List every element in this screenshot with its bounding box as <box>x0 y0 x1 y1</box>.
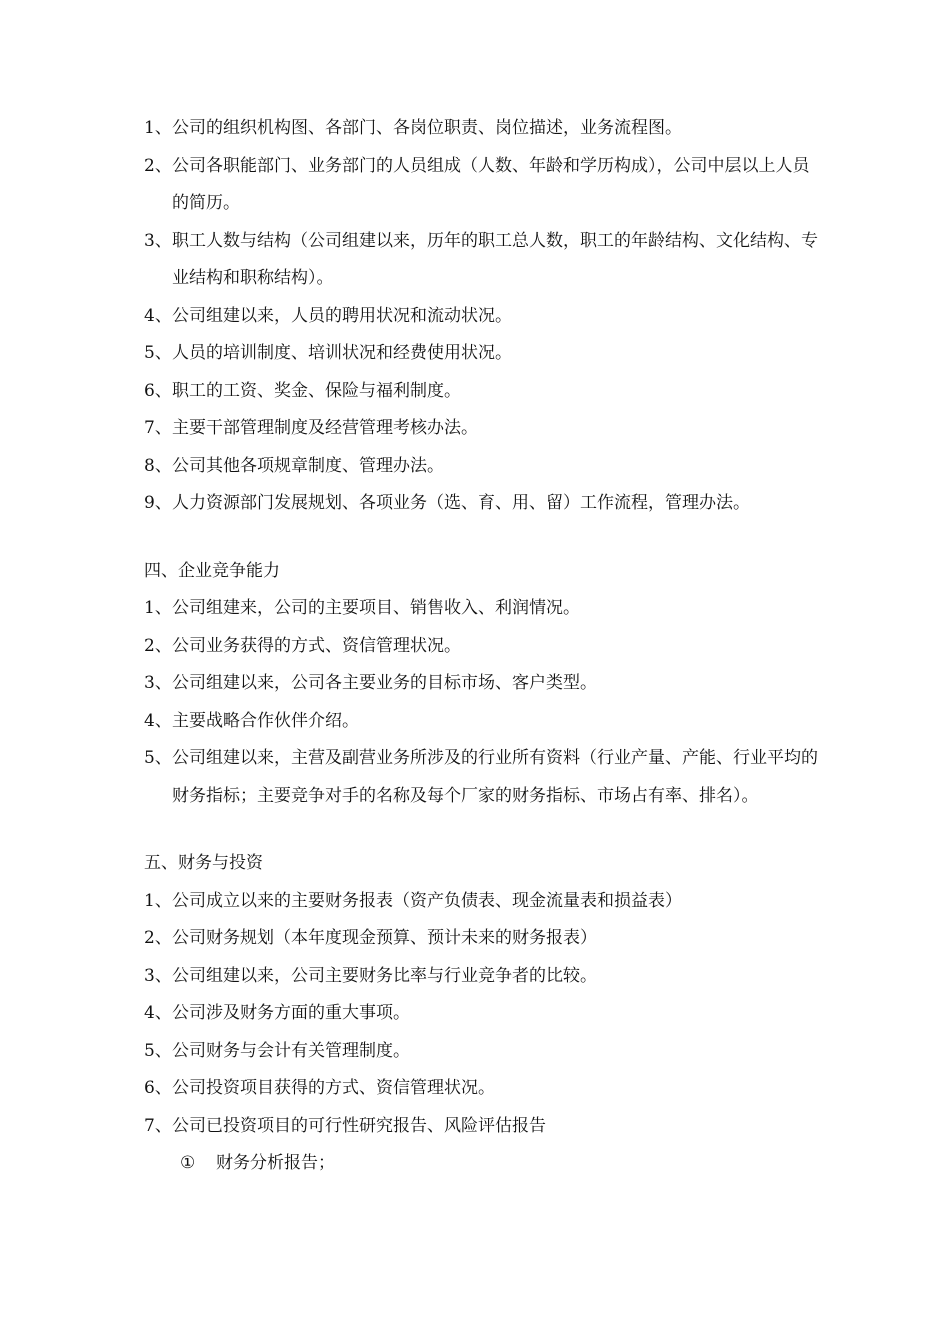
item-text: 公司组建以来，人员的聘用状况和流动状况。 <box>172 305 512 326</box>
item-number: 7、 <box>144 1115 172 1136</box>
item-text: 主要干部管理制度及经营管理考核办法。 <box>172 418 478 438</box>
section-3-list <box>144 110 824 523</box>
item-text: 人员的培训制度、培训状况和经费使用状况。 <box>172 343 512 363</box>
list-item <box>144 740 824 815</box>
list-item <box>144 883 824 921</box>
list-item <box>144 410 824 448</box>
section-4-heading: 四、企业竞争能力 <box>144 560 280 581</box>
list-item <box>144 590 824 628</box>
item-number: 8、 <box>144 455 172 476</box>
item-text: 公司组建以来，公司主要财务比率与行业竞争者的比较。 <box>172 965 597 986</box>
item-number: 3、 <box>144 965 172 986</box>
item-text: 公司已投资项目的可行性研究报告、风险评估报告 <box>172 1115 546 1136</box>
list-item <box>144 628 824 666</box>
list-item <box>144 373 824 411</box>
item-number: 2、 <box>144 635 172 656</box>
item-text: 公司组建以来，公司各主要业务的目标市场、客户类型。 <box>172 673 597 693</box>
item-text: 公司业务获得的方式、资信管理状况。 <box>172 635 461 656</box>
list-item <box>144 958 824 996</box>
item-text: 人力资源部门发展规划、各项业务（选、育、用、留）工作流程，管理办法。 <box>172 493 750 513</box>
item-text: 公司财务规划（本年度现金预算、预计未来的财务报表） <box>172 928 597 948</box>
section-5-list <box>144 883 824 1183</box>
item-text: 主要战略合作伙伴介绍。 <box>172 710 359 731</box>
list-item <box>144 335 824 373</box>
item-number: 9、 <box>144 493 172 513</box>
item-text: 公司组建以来，主营及副营业务所涉及的行业所有资料（行业产量、产能、行业平均的财务指标；主要竞争对手的名称及每个厂家的财务指标、市场占有率、排名）。 <box>172 748 818 806</box>
document-body <box>144 110 824 1183</box>
circled-number: ① <box>180 1153 196 1173</box>
item-text: 公司投资项目获得的方式、资信管理状况。 <box>172 1078 495 1098</box>
item-number: 6、 <box>144 1078 172 1098</box>
item-number: 5、 <box>144 343 172 363</box>
list-item <box>144 485 824 523</box>
item-text: 职工的工资、奖金、保险与福利制度。 <box>172 380 461 401</box>
item-number: 3、 <box>144 230 172 251</box>
item-text: 公司财务与会计有关管理制度。 <box>172 1040 410 1061</box>
item-number: 6、 <box>144 380 172 401</box>
list-item <box>144 448 824 486</box>
list-item <box>144 110 824 148</box>
item-number: 1、 <box>144 598 172 618</box>
list-item <box>144 148 824 223</box>
item-number: 5、 <box>144 748 172 768</box>
item-number: 1、 <box>144 118 172 138</box>
list-item <box>144 665 824 703</box>
list-item <box>144 703 824 741</box>
list-item <box>144 223 824 298</box>
item-text: 职工人数与结构（公司组建以来，历年的职工总人数，职工的年龄结构、文化结构、专业结构和职称结构）。 <box>172 230 818 288</box>
item-number: 7、 <box>144 418 172 438</box>
list-item <box>144 920 824 958</box>
item-number: 1、 <box>144 890 172 911</box>
item-text: 公司的组织机构图、各部门、各岗位职责、岗位描述，业务流程图。 <box>172 118 682 138</box>
section-5-heading: 五、财务与投资 <box>144 853 263 873</box>
list-item <box>144 1070 824 1108</box>
item-number: 2、 <box>144 928 172 948</box>
item-number: 4、 <box>144 710 172 731</box>
item-number: 3、 <box>144 673 172 693</box>
item-text: 公司各职能部门、业务部门的人员组成（人数、年龄和学历构成），公司中层以上人员的简历。 <box>172 155 810 213</box>
section-4-list <box>144 590 824 815</box>
list-item <box>144 298 824 336</box>
sub-list-item <box>144 1145 824 1183</box>
item-number: 4、 <box>144 1003 172 1023</box>
item-text: 公司组建来，公司的主要项目、销售收入、利润情况。 <box>172 598 580 618</box>
item-number: 5、 <box>144 1040 172 1061</box>
item-text: 公司成立以来的主要财务报表（资产负债表、现金流量表和损益表） <box>172 890 682 911</box>
list-item <box>144 995 824 1033</box>
sub-item-text: 财务分析报告； <box>216 1153 335 1173</box>
item-text: 公司涉及财务方面的重大事项。 <box>172 1003 410 1023</box>
item-number: 4、 <box>144 305 172 326</box>
item-number: 2、 <box>144 155 172 176</box>
list-item <box>144 1108 824 1146</box>
item-text: 公司其他各项规章制度、管理办法。 <box>172 455 444 476</box>
list-item <box>144 1033 824 1071</box>
